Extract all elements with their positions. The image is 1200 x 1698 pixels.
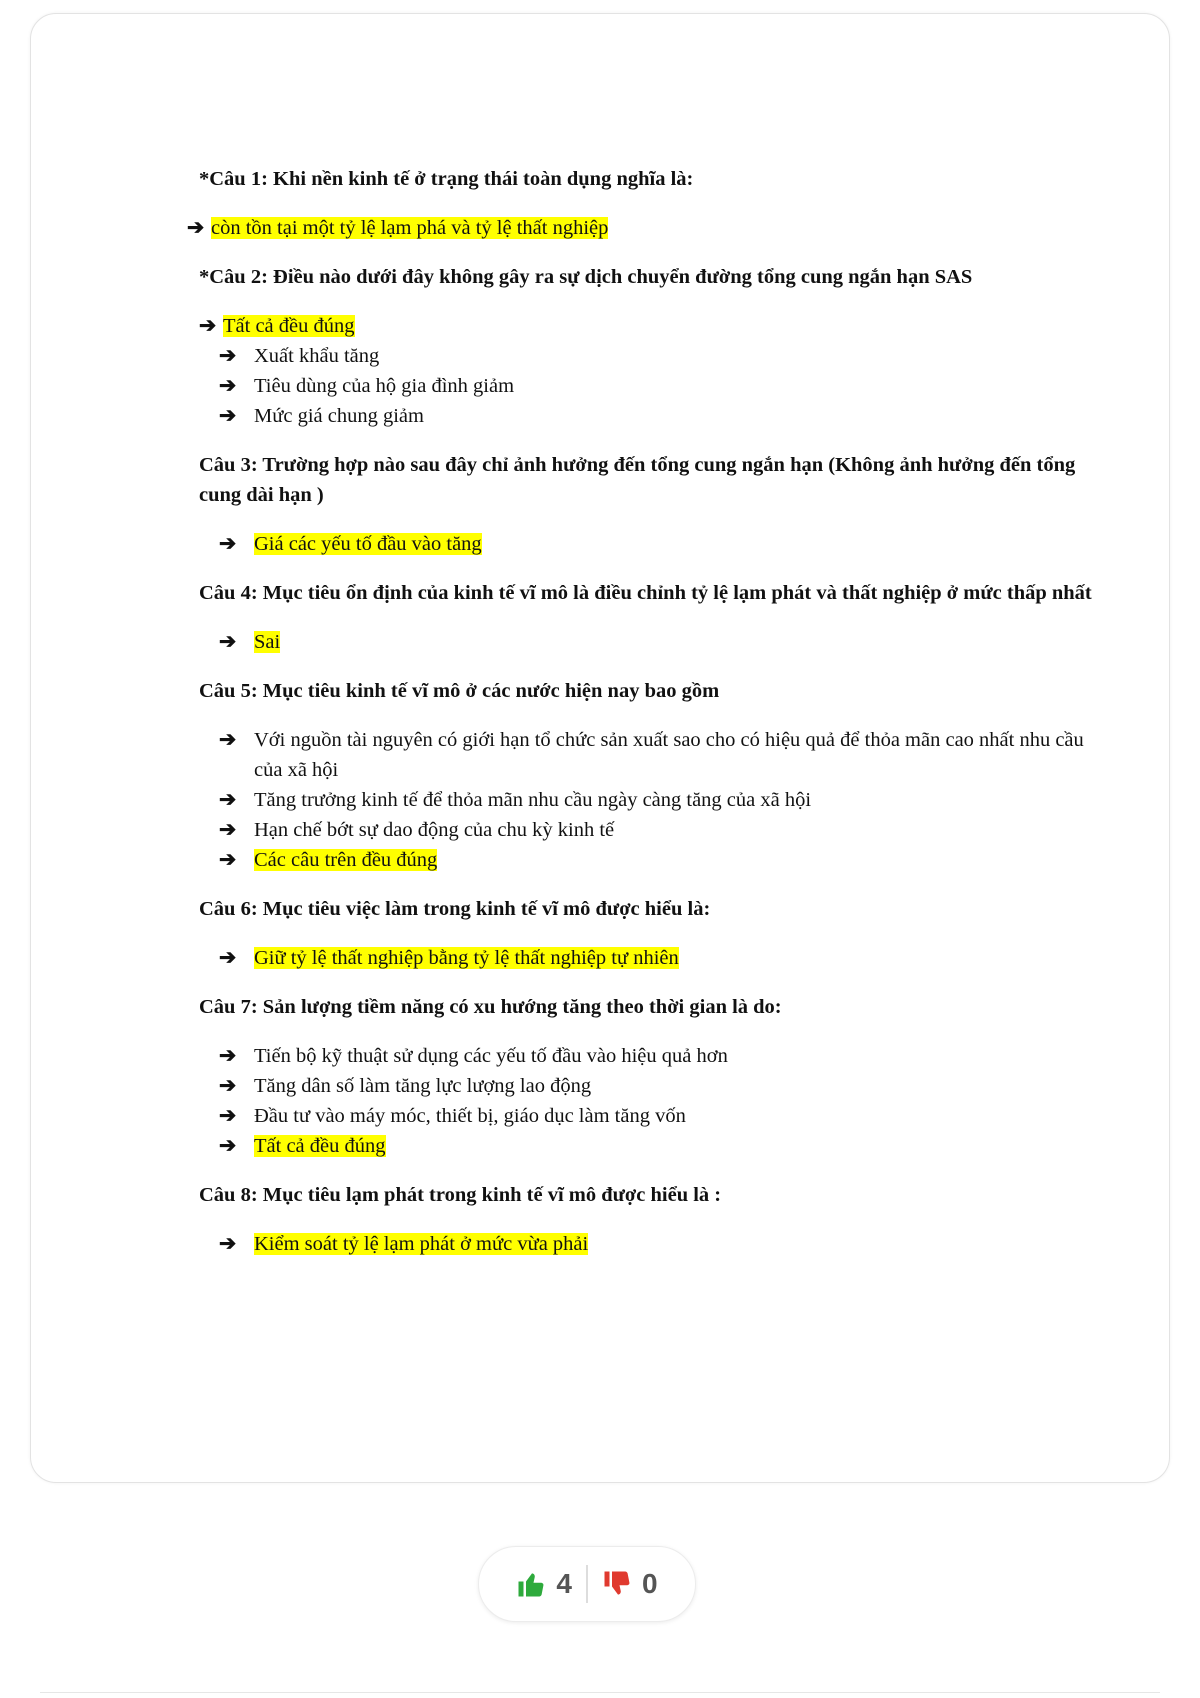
arrow-icon: ➔ [219,631,237,653]
question-title: Câu 5: Mục tiêu kinh tế vĩ mô ở các nước hiện nay bao gồm [199,680,720,702]
answer-item [219,341,1099,371]
arrow-icon: ➔ [219,789,237,811]
arrow-icon: ➔ [219,1233,237,1255]
arrow-icon: ➔ [219,819,237,841]
answer-text: Hạn chế bớt sự dao động của chu kỳ kinh tế [254,819,615,841]
answer-item [219,1131,1099,1161]
answer-text-highlighted: Tất cả đều đúng [223,315,355,337]
thumbs-down-icon [602,1569,632,1599]
answer-item [199,311,1099,341]
question-title: Câu 3: Trường hợp nào sau đây chỉ ảnh hưởng đến tổng cung ngắn hạn (Không ảnh hưởng đến tổng cung dài hạn ) [199,454,1076,506]
question-title: Câu 7: Sản lượng tiềm năng có xu hướng tăng theo thời gian là do: [199,996,782,1018]
answer-item [219,943,1099,973]
answer-item [219,1229,1099,1259]
answer-text: Đầu tư vào máy móc, thiết bị, giáo dục làm tăng vốn [254,1105,686,1127]
answer-text-highlighted: Các câu trên đều đúng [254,849,438,871]
answer-text-highlighted: Kiểm soát tỷ lệ lạm phát ở mức vừa phải [254,1233,589,1255]
answer-item [219,529,1099,559]
answer-text-highlighted: còn tồn tại một tỷ lệ lạm phá và tỷ lệ thất nghiệp [211,217,609,239]
answer-item [219,401,1099,431]
arrow-icon: ➔ [219,1105,237,1127]
arrow-icon: ➔ [219,729,237,751]
answer-text: Tăng trưởng kinh tế để thỏa mãn nhu cầu ngày càng tăng của xã hội [254,789,812,811]
arrow-icon: ➔ [219,1075,237,1097]
answer-item [219,371,1099,401]
arrow-icon: ➔ [219,533,237,555]
answer-item [219,845,1099,875]
document-content [187,164,1099,1278]
arrow-icon: ➔ [219,345,237,367]
arrow-icon: ➔ [187,217,205,239]
answer-text: Tăng dân số làm tăng lực lượng lao động [254,1075,592,1097]
document-card [30,13,1170,1483]
bottom-divider [40,1692,1160,1693]
answer-text-highlighted: Tất cả đều đúng [254,1135,386,1157]
question-title: *Câu 1: Khi nền kinh tế ở trạng thái toàn dụng nghĩa là: [199,168,694,190]
arrow-icon: ➔ [199,315,217,337]
answer-text: Tiến bộ kỹ thuật sử dụng các yếu tố đầu vào hiệu quả hơn [254,1045,728,1067]
downvote-count: 0 [642,1568,658,1599]
answer-text: Với nguồn tài nguyên có giới hạn tổ chức sản xuất sao cho có hiệu quả để thỏa mãn cao nhất nhu cầu của xã hội [254,729,1084,781]
thumbs-up-icon [516,1569,546,1599]
upvote-button[interactable] [502,1568,586,1600]
arrow-icon: ➔ [219,947,237,969]
question-title: Câu 4: Mục tiêu ổn định của kinh tế vĩ mô là điều chỉnh tỷ lệ lạm phát và thất nghiệp ở mức thấp nhất [199,582,1092,604]
answer-item [219,725,1099,785]
vote-bar [478,1546,696,1622]
arrow-icon: ➔ [219,405,237,427]
answer-item [219,785,1099,815]
answer-item [219,1041,1099,1071]
question-title: *Câu 2: Điều nào dưới đây không gây ra sự dịch chuyển đường tổng cung ngắn hạn SAS [199,266,973,288]
arrow-icon: ➔ [219,1045,237,1067]
answer-text-highlighted: Giữ tỷ lệ thất nghiệp bằng tỷ lệ thất nghiệp tự nhiên [254,947,679,969]
answer-item [219,1101,1099,1131]
answer-text: Tiêu dùng của hộ gia đình giảm [254,375,515,397]
downvote-button[interactable] [588,1568,672,1600]
upvote-count: 4 [556,1568,572,1599]
answer-item [219,1071,1099,1101]
arrow-icon: ➔ [219,849,237,871]
question-title: Câu 8: Mục tiêu lạm phát trong kinh tế vĩ mô được hiểu là : [199,1184,722,1206]
answer-text-highlighted: Giá các yếu tố đầu vào tăng [254,533,482,555]
question-title: Câu 6: Mục tiêu việc làm trong kinh tế vĩ mô được hiểu là: [199,898,711,920]
answer-text-highlighted: Sai [254,631,281,653]
answer-item [219,815,1099,845]
answer-text: Mức giá chung giảm [254,405,424,427]
answer-item [219,627,1099,657]
arrow-icon: ➔ [219,375,237,397]
arrow-icon: ➔ [219,1135,237,1157]
answer-item [187,213,1099,243]
answer-text: Xuất khẩu tăng [254,345,380,367]
